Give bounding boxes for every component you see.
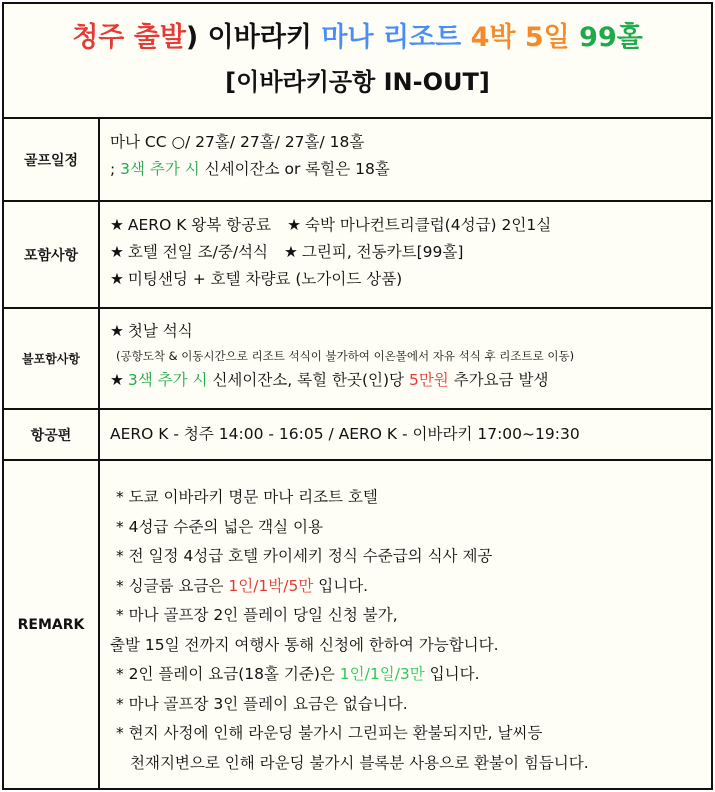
- remark-line: * 전 일정 4성급 호텔 카이세키 정식 수준급의 식사 제공: [116, 547, 493, 565]
- star-icon: ★: [110, 243, 124, 261]
- remark-line: * 마나 골프장 2인 플레이 당일 신청 불가,: [116, 606, 398, 624]
- excluded-text-end: 추가요금 발생: [448, 371, 549, 389]
- star-icon: ★: [110, 216, 124, 234]
- title-duration: 4박 5일: [470, 22, 580, 53]
- row-excluded: [4, 309, 711, 410]
- row-golf-schedule: [4, 119, 711, 202]
- title-holes: 99홀: [579, 22, 643, 53]
- included-content: [100, 202, 711, 307]
- page-subtitle: [이바라키공항 IN-OUT]: [225, 68, 490, 96]
- excluded-item-1: 첫날 석식: [127, 322, 193, 340]
- remark-text: * 싱글룸 요금은: [116, 576, 229, 595]
- label-excluded: 불포함사항: [4, 309, 100, 408]
- excluded-text: 신세이잔소, 록힐 한곳(인)당: [207, 371, 409, 389]
- row-included: [4, 202, 711, 309]
- remark-text: * 2인 플레이 요금(18홀 기준)은: [116, 665, 340, 683]
- title-destination: ) 이바라키: [185, 22, 322, 53]
- remark-line: [110, 660, 701, 690]
- golf-line-2-rest: 신세이잔소 or 록힐은 18홀: [199, 160, 390, 178]
- remark-text: 입니다.: [313, 576, 369, 595]
- included-line-2: [110, 239, 701, 266]
- page-title: [4, 18, 711, 58]
- title-resort: 마나 리조트: [321, 22, 471, 53]
- row-remark: [4, 461, 711, 788]
- flight-content: [100, 410, 711, 459]
- golf-line-2-highlight: 3색 추가 시: [120, 160, 200, 178]
- remark-line: * 도쿄 이바라키 명문 마나 리조트 호텔: [116, 488, 378, 506]
- star-icon: ★: [284, 243, 298, 261]
- remark-line: 천재지변으로 인해 라운딩 불가시 블록분 사용으로 환불이 힘듭니다.: [130, 753, 589, 772]
- golf-line-2: [110, 156, 701, 183]
- excluded-content: [100, 309, 711, 408]
- included-line-1: [110, 212, 701, 239]
- star-icon: ★: [287, 216, 301, 234]
- golf-line-2-prefix: ;: [110, 160, 121, 178]
- excluded-line-2: [110, 367, 701, 394]
- golf-schedule-content: [100, 119, 711, 200]
- remark-line: [110, 572, 701, 602]
- label-included: 포함사항: [4, 202, 100, 307]
- remark-line: * 현지 사정에 인해 라운딩 불가시 그린피는 환불되지만, 날씨등: [116, 724, 543, 742]
- star-icon: ★: [110, 371, 124, 389]
- included-item: 미팅샌딩 + 호텔 차량료 (노가이드 상품): [127, 270, 403, 288]
- label-remark: REMARK: [4, 461, 100, 788]
- header: [4, 4, 711, 119]
- excluded-line-1: [110, 318, 701, 345]
- remark-text: 입니다.: [424, 665, 480, 683]
- label-flight: 항공편: [4, 410, 100, 459]
- remark-line: 출발 15일 전까지 여행사 통해 신청에 한하여 가능합니다.: [110, 635, 499, 654]
- excluded-note: (공항도착 & 이동시간으로 리조트 석식이 불가하여 이온몰에서 자유 석식 후 리조트로 이동): [116, 349, 575, 363]
- included-item: 호텔 전일 조/중/석식: [127, 243, 268, 261]
- flight-text: AERO K - 청주 14:00 - 16:05 / AERO K - 이바라키 17:00~19:30: [110, 425, 580, 443]
- label-golf-schedule: 골프일정: [4, 119, 100, 200]
- remark-content: [100, 461, 711, 788]
- included-item: 숙박 마나컨트리클럽(4성급) 2인1실: [305, 216, 552, 234]
- row-flight: [4, 410, 711, 461]
- title-departure: 청주 출발: [72, 22, 186, 53]
- star-icon: ★: [110, 270, 124, 288]
- excluded-highlight-1: 3색 추가 시: [127, 371, 208, 389]
- single-room-price: 1인/1박/5만: [228, 576, 314, 595]
- itinerary-sheet: [2, 2, 713, 790]
- golf-line-1: 마나 CC ○/ 27홀/ 27홀/ 27홀/ 18홀: [110, 133, 365, 151]
- remark-line: * 마나 골프장 3인 플레이 요금은 없습니다.: [116, 694, 408, 713]
- two-player-price: 1인/1일/3만: [339, 665, 425, 683]
- included-item: 그린피, 전동카트[99홀]: [301, 243, 464, 261]
- included-line-3: [110, 266, 701, 293]
- remark-line: * 4성급 수준의 넓은 객실 이용: [116, 517, 323, 536]
- star-icon: ★: [110, 322, 124, 340]
- excluded-highlight-2: 5만원: [408, 371, 449, 389]
- included-item: AERO K 왕복 항공료: [127, 216, 272, 234]
